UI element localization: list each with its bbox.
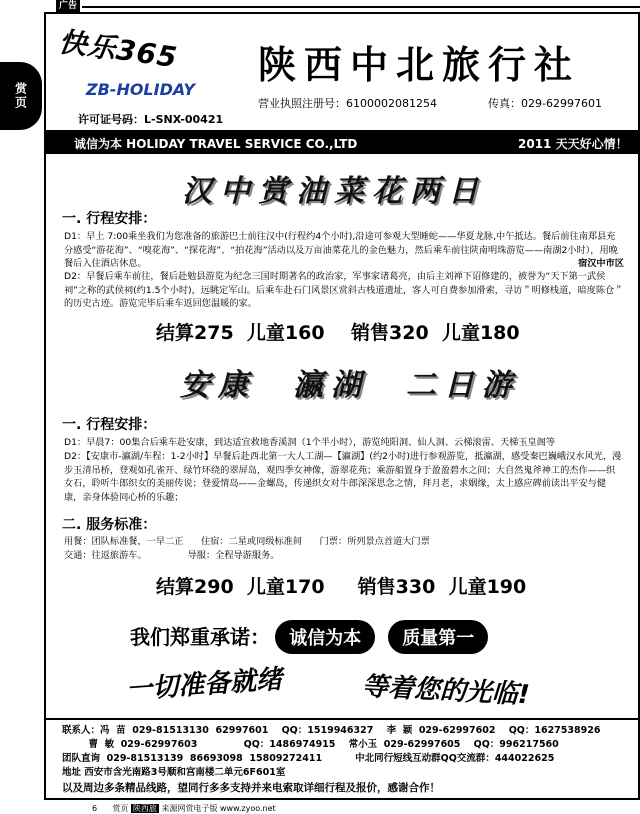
footer-text: 来源网赏电子版 www.zyoo.net <box>161 804 276 813</box>
tour2-d1: D1：早晨7：00集合后乘车赴安康，到达适宜救地香溪洞（1个半小时），游览纯阳洞、仙人洞、云梯滚雷、天梯玉皇阁等 <box>64 437 556 448</box>
tour1-sale: 销售320 <box>351 322 429 344</box>
business-license: 营业执照注册号：6100002081254 <box>258 97 437 110</box>
promise-row <box>130 620 488 654</box>
footer-badge: 陕西旅 <box>132 804 157 813</box>
tour2-sale: 销售330 <box>357 576 436 598</box>
top-rule <box>82 6 640 8</box>
tour2-settle: 结算290 <box>156 576 234 598</box>
tour1-d2: D2：早餐后乘车前往，餐后赴勉县游览为纪念三国时期著名的政治家，军事家诸葛亮，由后主刘禅下诏修建的，被誉为“天下第一武侯祠”之称的武侯祠(约1.5个小时)，远眺定军山。后乘车赴石门风景区赏斜古栈道遗址，客人可自费参加滑索，寻访＂明修栈道，暗度陈仓＂的历史古迹。游览完毕后乘车返回您温暖的家。 <box>64 271 624 309</box>
contact-address: 地址 西安市含光南路3号顺和宫南楼二单元6F601室 <box>62 767 286 778</box>
bottom-rule <box>44 718 640 720</box>
tour2-section2: 二. 服务标准： <box>62 517 157 533</box>
fax-number: 传真：029-62997601 <box>488 97 602 110</box>
contact-closing: 以及周边多条精品线路，望同行多多支持并来电索取详细行程及报价，感谢合作！ <box>62 782 440 794</box>
banner-left: 诚信为本 HOLIDAY TRAVEL SERVICE CO.,LTD <box>74 137 358 151</box>
tour2-price-row <box>156 572 526 599</box>
page-number: 6 <box>92 804 98 813</box>
banner-right: 2011 天天好心情！···. <box>518 137 628 166</box>
tour1-child2: 儿童180 <box>441 322 520 344</box>
tour1-section: 一. 行程安排： <box>62 211 157 227</box>
tour2-section1: 一. 行程安排： <box>62 417 157 433</box>
ad-tag: 广告 <box>56 0 80 12</box>
tour1-d1-tail: 宿汉中市区 <box>578 258 624 269</box>
side-tab: 赏页 <box>0 62 42 130</box>
tour2-d2: D2：【安康市-瀛湖/车程：1-2小时】早餐后赴西北第一大人工湖—【瀛湖】(约2小时)进行参观游览，抵瀛湖，感受秦巴巍峨汉水风光，漫步玉清吊桥，登观如孔雀开、绿竹环绕的翠屏岛，观四季女神像，游翠花苑；乘游船置身于盈盈碧水之间；大自然鬼斧神工的杰作——织女石，聆听牛郎织女的美丽传说；登爱情岛——金螺岛，传递织女对牛郎深深思念之情，拜月老，求姻缘，太上感应碑前读出平安与健康，亲身体验同心桥的乐趣； <box>64 451 622 503</box>
tour1-title: 汉中赏油菜花两日 <box>182 174 486 209</box>
promise-pill-integrity: 诚信为本 <box>275 620 375 654</box>
promise-pill-quality: 质量第一 <box>388 620 488 654</box>
slogan-banner <box>44 130 640 166</box>
contact-row-3: 团队直询 029-81513139 86693098 15809272411 中北同行短线互动群QQ交流群：444022625 <box>62 753 555 764</box>
contact-row-2: 曹 敏 029-62997603 QQ：1486974915 常小玉 029-62997605 QQ：996217560 <box>62 739 559 750</box>
tour2-service1: 用餐：团队标准餐，一早二正 住宿：二星或同级标准间 门票：所列景点首道大门票 <box>64 536 430 547</box>
tour2-child2: 儿童190 <box>448 576 527 598</box>
footer <box>92 803 276 814</box>
license-number: 许可证号码：L-SNX-00421 <box>78 113 224 126</box>
promise-label: 我们郑重承诺： <box>130 625 270 649</box>
slogan-left: 一切准备就绪 <box>125 664 284 706</box>
tour1-child1: 儿童160 <box>246 322 325 344</box>
tour1-d1 <box>64 230 624 271</box>
tour1-d1-text: D1：早上 7:00乘坐我们为您准备的旅游巴士前往汉中(行程约4个小时),沿途可参观大型睡蛇——华夏龙脉,中午抵达。餐后前往南郑县充分感受“游花海”、“嗅花海”、“探花海”、“拍花海”活动以及万亩油菜花儿的金色魅力，然后乘车前往陕南明珠游览——南湖2小时），用晚餐后入住酒店休息。 <box>64 231 618 269</box>
agency-name: 陕西中北旅行社 <box>258 42 581 87</box>
footer-label: 赏页 <box>112 804 129 813</box>
slogan-right: 等着您的光临! <box>361 671 531 711</box>
tour2-service2: 交通：往返旅游车。 导服：全程导游服务。 <box>64 550 280 561</box>
tour2-title: 安康 瀛湖 二日游 <box>180 368 520 403</box>
tour1-settle: 结算275 <box>156 322 234 344</box>
tour1-price-row <box>156 318 520 345</box>
brand-logo: ZB-HOLIDAY <box>86 80 195 99</box>
brand-name: 快乐365 <box>56 24 180 75</box>
contact-row-1: 联系人：冯 苗 029-81513130 62997601 QQ：1519946327 李 颖 029-62997602 QQ：1627538926 <box>62 725 601 736</box>
tour2-child1: 儿童170 <box>246 576 325 598</box>
